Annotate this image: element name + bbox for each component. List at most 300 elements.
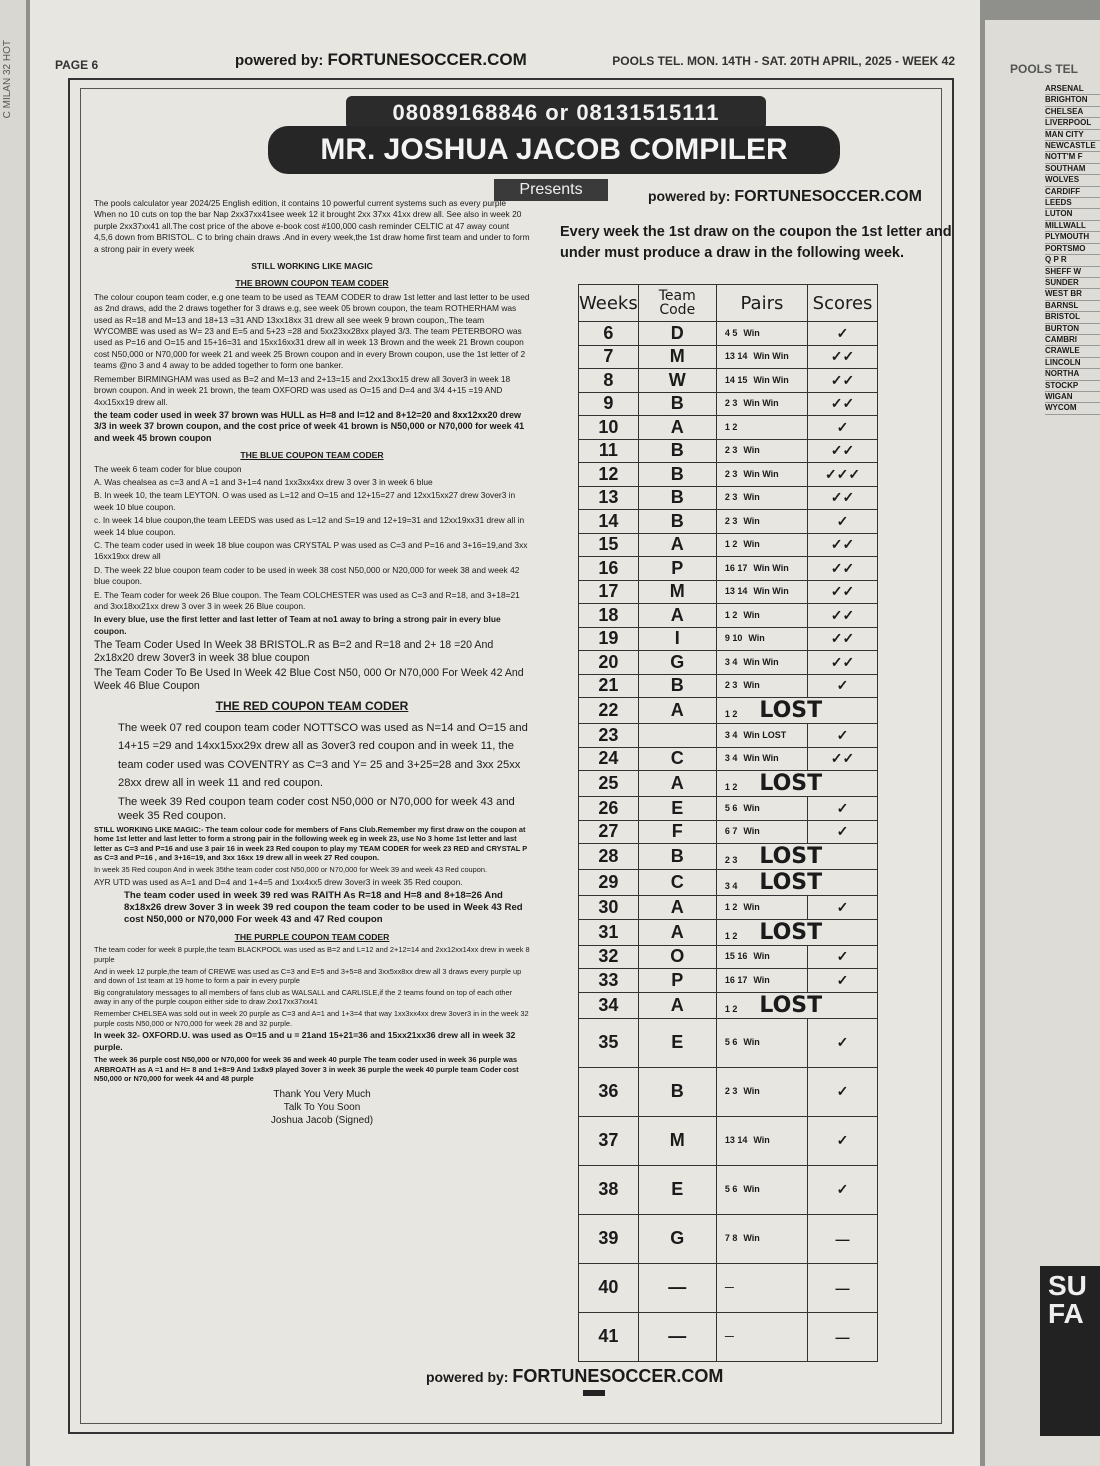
pairs-value: 2 3 [724, 515, 738, 526]
pairs-cell [716, 580, 807, 604]
pairs-value: — [724, 1331, 734, 1341]
signed-line: Joshua Jacob (Signed) [270, 1114, 374, 1126]
table-row [579, 969, 878, 993]
team-code-cell: B [638, 510, 716, 534]
score-cell: ✓ [808, 1018, 878, 1067]
win-status: Win [743, 515, 760, 526]
adjacent-team-item: LUTON [1045, 209, 1100, 220]
table-row [579, 1312, 878, 1361]
blue-paragraph: c. In week 14 blue coupon,the team LEEDS was used as L=12 and S=19 and 12+19=31 and 12xx19xx31 drew all in week 14 blue coupon. [94, 515, 525, 537]
table-header-row [579, 285, 878, 322]
team-code-cell: D [638, 322, 716, 346]
pairs-cell [716, 919, 877, 945]
win-status: Win [743, 492, 760, 503]
powered-prefix: powered by: [426, 1369, 509, 1385]
adjacent-team-item: CARDIFF [1045, 187, 1100, 198]
adjacent-team-item: WYCOM [1045, 403, 1100, 414]
week-cell: 31 [579, 919, 639, 945]
win-status: Win [743, 1086, 760, 1096]
talk-line: Talk To You Soon [283, 1101, 361, 1113]
pairs-value: 1 2 [724, 1003, 738, 1014]
blue-paragraph: A. Was chealsea as c=3 and A =1 and 3+1=4 nand 1xx3xx4xx drew 3 over 3 in week 6 blue [94, 476, 433, 487]
score-cell: ✓ [808, 1067, 878, 1116]
pairs-cell [716, 724, 807, 748]
header-team-code: Team Code [638, 285, 716, 322]
table-row [579, 992, 878, 1018]
pairs-value: 16 17 [724, 974, 748, 985]
pairs-value: — [724, 1282, 734, 1292]
purple-paragraph: The team coder for week 8 purple,the team BLACKPOOL was used as B=2 and L=12 and 2+12=14 and 2xx12xx14xx drew in week 8 purple [94, 945, 530, 964]
table-row [579, 322, 878, 346]
score-cell: ✓ [808, 969, 878, 993]
score-cell: ✓✓ [808, 345, 878, 369]
week-cell: 24 [579, 747, 639, 771]
pairs-value: 15 16 [724, 951, 748, 962]
score-cell: ✓✓ [808, 392, 878, 416]
adjacent-team-item: MILLWALL [1045, 221, 1100, 232]
pairs-value: 3 4 [724, 656, 738, 667]
pairs-value: 2 3 [724, 468, 738, 479]
table-row [579, 919, 878, 945]
pairs-cell [716, 486, 807, 510]
team-code-cell: G [638, 651, 716, 675]
table-row [579, 463, 878, 487]
powered-by-top [235, 50, 527, 70]
purple-paragraph: And in week 12 purple,the team of CREWE was used as C=3 and E=5 and 3+5=8 and 3xx5xx8xx drew all 3 draws every purple up and down of 1st team at 19 home to form a pair in every purple [94, 966, 522, 986]
team-code-cell: M [638, 345, 716, 369]
thanks-line: Thank You Very Much [273, 1088, 371, 1100]
pairs-cell [716, 604, 807, 628]
pairs-cell [716, 1116, 807, 1165]
week-cell: 18 [579, 604, 639, 628]
adjacent-page-strip [0, 0, 26, 1466]
score-cell: — [808, 1312, 878, 1361]
team-code-cell: B [638, 463, 716, 487]
pairs-cell [716, 533, 807, 557]
week-cell: 22 [579, 698, 639, 724]
adjacent-page-header: POOLS TEL [1010, 62, 1079, 76]
adjacent-team-item: PLYMOUTH [1045, 232, 1100, 243]
lost-label: LOST [759, 992, 823, 1018]
adjacent-ad: SU FA [1040, 1266, 1100, 1436]
pairs-value: 16 17 [724, 562, 748, 573]
week-cell: 36 [579, 1067, 639, 1116]
pairs-cell [716, 820, 807, 844]
team-code-cell: A [638, 992, 716, 1018]
adjacent-page-text: C MILAN 32 HOT [2, 40, 13, 119]
table-row [579, 439, 878, 463]
team-code-cell: A [638, 771, 716, 797]
team-code-cell: C [638, 747, 716, 771]
week-cell: 26 [579, 797, 639, 821]
week-cell: 33 [579, 969, 639, 993]
team-code-cell: O [638, 945, 716, 969]
adjacent-team-item: WEST BR [1045, 289, 1100, 300]
score-cell: ✓ [808, 416, 878, 440]
win-status: Win Win [743, 656, 779, 667]
pairs-cell [716, 510, 807, 534]
separator-mark [583, 1390, 605, 1396]
score-cell: ✓ [808, 797, 878, 821]
adjacent-team-item: CHELSEA [1045, 107, 1100, 118]
adjacent-team-item: ARSENAL [1045, 84, 1100, 95]
page-number: PAGE 6 [55, 58, 99, 72]
pairs-value: 6 7 [724, 826, 738, 837]
pairs-cell [716, 627, 807, 651]
week-cell: 35 [579, 1018, 639, 1067]
team-code-cell: P [638, 557, 716, 581]
table-row [579, 533, 878, 557]
win-status: Win Win [753, 351, 789, 362]
week-cell: 8 [579, 369, 639, 393]
team-code-cell: B [638, 1067, 716, 1116]
score-cell: ✓✓ [808, 369, 878, 393]
pairs-cell [716, 747, 807, 771]
blue-paragraph: The Team Coder Used In Week 38 BRISTOL.R as B=2 and R=18 and 2+ 18 =20 And 2x18x20 drew 3over3 in week 38 blue coupon [94, 639, 494, 665]
blue-heading: THE BLUE COUPON TEAM CODER [240, 450, 384, 461]
pairs-value: 3 4 [724, 753, 738, 764]
pairs-cell [716, 1214, 807, 1263]
win-status: Win [748, 633, 765, 644]
adjacent-team-item: SUNDER [1045, 278, 1100, 289]
pairs-cell [716, 651, 807, 675]
purple-paragraph: Big congratulatory messages to all members of fans club as WALSALL and CARLISLE,if the 2 teams found on top of each other away in any of the purple coupon either side to draw 2xx17xx37xx41 [94, 987, 513, 1007]
week-cell: 6 [579, 322, 639, 346]
win-status: Win Win [743, 753, 779, 764]
pairs-cell [716, 1263, 807, 1312]
week-cell: 10 [579, 416, 639, 440]
team-code-cell: P [638, 969, 716, 993]
table-row [579, 1067, 878, 1116]
adjacent-team-item: BURTON [1045, 324, 1100, 335]
pairs-cell [716, 463, 807, 487]
pools-week-line: POOLS TEL. MON. 14TH - SAT. 20TH APRIL, 2025 - WEEK 42 [612, 54, 955, 68]
adjacent-team-item: LEEDS [1045, 198, 1100, 209]
adjacent-team-item: Q P R [1045, 255, 1100, 266]
table-row [579, 1214, 878, 1263]
team-code-cell: I [638, 627, 716, 651]
pairs-value: 2 3 [724, 855, 738, 865]
win-status: Win [753, 951, 770, 962]
pairs-cell [716, 896, 807, 920]
team-code-cell: E [638, 1018, 716, 1067]
win-status: Win [743, 1037, 760, 1047]
win-status: Win [743, 680, 760, 691]
brown-paragraph: Remember BIRMINGHAM was used as B=2 and M=13 and 2+13=15 and 2xx13xx15 drew all 3over3 in week 18 brown coupon. And in week 21 brown, the team OXFORD was used as O=15 and D=4 and 3/4 4+15 =19 AND 4xx15xx19 drew all. [94, 373, 511, 407]
week-cell: 11 [579, 439, 639, 463]
score-cell: ✓✓ [808, 604, 878, 628]
week-cell: 7 [579, 345, 639, 369]
team-code-cell: F [638, 820, 716, 844]
adjacent-team-item: BRIGHTON [1045, 95, 1100, 106]
team-code-cell: M [638, 580, 716, 604]
adjacent-right-page [985, 20, 1100, 1466]
win-status: Win [743, 445, 760, 456]
week-cell: 14 [579, 510, 639, 534]
team-code-cell: A [638, 919, 716, 945]
score-cell: ✓✓ [808, 747, 878, 771]
pairs-cell [716, 674, 807, 698]
week-cell: 40 [579, 1263, 639, 1312]
pairs-cell [716, 1312, 807, 1361]
table-row [579, 724, 878, 748]
lost-label: LOST [759, 870, 823, 895]
lost-label: LOST [759, 771, 823, 796]
pairs-cell [716, 870, 877, 896]
powered-by-bottom [426, 1366, 723, 1387]
week-cell: 27 [579, 820, 639, 844]
site-name: FORTUNESOCCER.COM [512, 1366, 724, 1386]
pairs-value: 1 2 [724, 901, 738, 912]
table-row [579, 627, 878, 651]
score-cell: ✓✓ [808, 651, 878, 675]
week-cell: 30 [579, 896, 639, 920]
score-cell: ✓✓ [808, 557, 878, 581]
team-code-cell: A [638, 698, 716, 724]
table-row [579, 797, 878, 821]
pairs-value: 1 2 [724, 782, 738, 792]
pairs-value: 1 2 [724, 609, 738, 620]
week-cell: 13 [579, 486, 639, 510]
blue-paragraph: The week 6 team coder for blue coupon [94, 463, 242, 474]
pairs-value: 5 6 [724, 1037, 738, 1047]
red-paragraph: The week 39 Red coupon team coder cost N50,000 or N70,000 for week 43 and week 35 Red coupon. [118, 795, 515, 822]
team-code-cell: M [638, 1116, 716, 1165]
pairs-cell [716, 345, 807, 369]
adjacent-team-item: NOTT'M F [1045, 152, 1100, 163]
team-code-cell: A [638, 533, 716, 557]
score-cell: ✓ [808, 674, 878, 698]
week-cell: 15 [579, 533, 639, 557]
week-cell: 38 [579, 1165, 639, 1214]
score-cell: ✓ [808, 1165, 878, 1214]
week-cell: 9 [579, 392, 639, 416]
blue-paragraph: E. The Team coder for week 26 Blue coupon. The Team COLCHESTER was used as C=3 and R=18, and 3+18=21 and 3xx18xx21xx drew 3 over 3 in week 26 Blue coupon. [94, 589, 520, 611]
compiler-title: MR. JOSHUA JACOB COMPILER [268, 126, 840, 174]
weekly-results-table [578, 284, 878, 1362]
team-code-cell: — [638, 1263, 716, 1312]
week-cell: 39 [579, 1214, 639, 1263]
pairs-value: 2 3 [724, 398, 738, 409]
pairs-value: 1 2 [724, 539, 738, 550]
score-cell: ✓✓ [808, 533, 878, 557]
score-cell: ✓ [808, 945, 878, 969]
week-cell: 41 [579, 1312, 639, 1361]
adjacent-team-item: LINCOLN [1045, 358, 1100, 369]
adjacent-team-item: WIGAN [1045, 392, 1100, 403]
powered-prefix: powered by: [648, 188, 731, 204]
score-cell: ✓✓✓ [808, 463, 878, 487]
blue-paragraph: In every blue, use the first letter and last letter of Team at no1 away to bring a strong pair in every blue coupon. [94, 614, 501, 636]
adjacent-team-item: STOCKP [1045, 381, 1100, 392]
team-code-cell: A [638, 416, 716, 440]
header-scores: Scores [808, 285, 878, 322]
adjacent-team-item: BRISTOL [1045, 312, 1100, 323]
pairs-value: 2 3 [724, 445, 738, 456]
adjacent-team-item: MAN CITY [1045, 130, 1100, 141]
signature-block [94, 1088, 530, 1127]
pairs-cell [716, 771, 877, 797]
win-status: Win [743, 327, 760, 338]
team-code-cell: — [638, 1312, 716, 1361]
team-code-cell: B [638, 844, 716, 870]
score-cell: ✓ [808, 820, 878, 844]
powered-by-mid [648, 188, 922, 206]
pairs-value: 3 4 [724, 729, 738, 740]
brown-tagline: STILL WORKING LIKE MAGIC [251, 261, 373, 272]
team-code-cell: E [638, 797, 716, 821]
week-cell: 28 [579, 844, 639, 870]
red-paragraph: STILL WORKING LIKE MAGIC:- The team colour code for members of Fans Club.Remember my first draw on the coupon at home 1st letter and last letter to form a strong pair in the following week eg in week 23, use No 3 home 1st letter and last letter as C=3 and P=16 and use 3 pair 16 in week 23 Red coupon to play my TEAM CODER for week 23 RED and CRYSTAL P as C=3 and P=16 , and 3+16=19, and 3xx 16xx 19 drew all in week 27 Red coupon. [94, 824, 528, 863]
table-row [579, 557, 878, 581]
win-status: Win Win [753, 374, 789, 385]
blue-paragraph: B. In week 10, the team LEYTON. O was used as L=12 and O=15 and 12+15=27 and 12xx15xx27 drew 3over3 in week 10 blue coupon. [94, 490, 516, 512]
purple-paragraph: The week 36 purple cost N50,000 or N70,000 for week 36 and week 40 purple The team coder used in week 36 purple was ARBROATH as A =1 and H= 8 and 1+8=9 And 1x8x9 played 3over 3 in week 36 purple the week 40 purple team Coder cost N50,000 or N70,000 for week 44 and 48 purple [94, 1054, 519, 1084]
win-status: Win LOST [743, 729, 787, 740]
adjacent-team-item: LIVERPOOL [1045, 118, 1100, 129]
table-row [579, 416, 878, 440]
adjacent-team-item: BARNSL [1045, 301, 1100, 312]
pairs-cell [716, 698, 877, 724]
pairs-value: 13 14 [724, 1135, 748, 1145]
page-header [55, 50, 955, 72]
adjacent-team-list [1045, 84, 1100, 415]
team-code-cell: B [638, 392, 716, 416]
score-cell: ✓✓ [808, 580, 878, 604]
pairs-value: 13 14 [724, 351, 748, 362]
win-status: Win [743, 802, 760, 813]
blue-paragraph: The Team Coder To Be Used In Week 42 Blue Cost N50, 000 Or N70,000 For Week 42 And Week 46 Blue Coupon [94, 667, 524, 693]
team-code-cell: E [638, 1165, 716, 1214]
week-cell: 16 [579, 557, 639, 581]
team-code-cell: B [638, 486, 716, 510]
team-code-cell: B [638, 674, 716, 698]
table-row [579, 651, 878, 675]
pairs-cell [716, 392, 807, 416]
adjacent-team-item: PORTSMO [1045, 244, 1100, 255]
pairs-value: 5 6 [724, 1184, 738, 1194]
pairs-cell [716, 969, 807, 993]
win-status: Win Win [753, 586, 789, 597]
win-status: Win [753, 1135, 770, 1145]
intro-paragraph: The pools calculator year 2024/25 English edition, it contains 10 powerful current systems such as every purple When no 10 cuts on top the bar Nap 2xx37xx41see week 12 it brought 2xx 37xx 41xx drew all. See also in week 20 purple 2xx37xx41 all.The cost price of the above e-book cost #100,000 cash reminder CELTIC at 47 away count 4,5,6 down from BRISTOL. C to bring chain draws .And in every week,the 1st draw home first team and under to form a strong pair in every week [94, 198, 530, 254]
win-status: Win Win [753, 562, 789, 573]
table-row [579, 604, 878, 628]
score-cell: ✓ [808, 896, 878, 920]
week-cell: 21 [579, 674, 639, 698]
pairs-cell [716, 369, 807, 393]
lost-label: LOST [759, 919, 823, 945]
week-cell: 20 [579, 651, 639, 675]
red-paragraph: AYR UTD was used as A=1 and D=4 and 1+4=5 and 1xx4xx5 drew 3over3 in week 35 Red coupon. [94, 876, 463, 887]
score-cell: — [808, 1214, 878, 1263]
table-row [579, 844, 878, 870]
score-cell: — [808, 1263, 878, 1312]
pairs-cell [716, 797, 807, 821]
pairs-value: 2 3 [724, 1086, 738, 1096]
table-row [579, 698, 878, 724]
brown-paragraph: The colour coupon team coder, e.g one team to be used as TEAM CODER to draw 1st letter and last letter to be used as 2nd draws, add the 2 draws together for 3 draws e.g, see week 05 brown coupon, the team ROTHERHAM was used as R=18 and M=13 and 18+13 =31 AND 13xx18xx 31 drew all see week 9 brown coupon,.The team WYCOMBE was used as W= 23 and E=5 and 5+23 =28 and 5xx23xx28xx played 3/3. The team PETERBORO was used as P=16 and O=15 and 15+16=31 and 15xx16xx31 drew all in week 13 Brown and the week 21 Brown coupon cost N50,000 or N70,000 for week 21 and week 25 Brown coupon and in every Brown coupon, use the 1st letter of 2 teams @no 3 and 4 away to be added together to form one banker. [94, 291, 530, 371]
pairs-value: 2 3 [724, 680, 738, 691]
pairs-cell [716, 557, 807, 581]
score-cell: ✓ [808, 510, 878, 534]
table-row [579, 580, 878, 604]
pairs-value: 5 6 [724, 802, 738, 813]
adjacent-team-item: SHEFF W [1045, 267, 1100, 278]
week-cell: 32 [579, 945, 639, 969]
table-row [579, 369, 878, 393]
pairs-value: 9 10 [724, 633, 743, 644]
win-status: Win [743, 1184, 760, 1194]
week-cell: 25 [579, 771, 639, 797]
pairs-cell [716, 1018, 807, 1067]
purple-heading: THE PURPLE COUPON TEAM CODER [234, 932, 390, 942]
win-status: Win [753, 974, 770, 985]
lost-label: LOST [759, 698, 823, 723]
table-row [579, 1116, 878, 1165]
week-cell: 17 [579, 580, 639, 604]
team-code-cell: A [638, 604, 716, 628]
score-cell: ✓✓ [808, 627, 878, 651]
win-status: Win Win [743, 398, 779, 409]
table-row [579, 747, 878, 771]
win-status: Win [743, 539, 760, 550]
pairs-value: 3 4 [724, 881, 738, 891]
week-cell: 19 [579, 627, 639, 651]
table-row [579, 674, 878, 698]
table-row [579, 1165, 878, 1214]
win-status: Win [743, 901, 760, 912]
powered-prefix: powered by: [235, 52, 324, 69]
red-paragraph: The team coder used in week 39 red was RAITH As R=18 and H=8 and 8+18=26 And 8x18x26 drew 3over 3 in week 39 red coupon the team coder to be used in Week 43 Red cost N50,000 or N70,000 For week 43 and 47 Red coupon [124, 890, 523, 925]
team-code-cell: B [638, 439, 716, 463]
red-paragraph: In week 35 Red coupon And in week 35the team coder cost N50,000 or N70,000 for Week 39 and week 43 Red coupon. [94, 865, 488, 874]
team-code-cell: G [638, 1214, 716, 1263]
purple-paragraph: In week 32- OXFORD.U. was used as O=15 and u = 21and 15+21=36 and 15xx21xx36 drew all in week 32 purple. [94, 1030, 516, 1052]
phone-banner: 08089168846 or 08131515111 [346, 96, 766, 130]
draw-rule-text: Every week the 1st draw on the coupon the 1st letter and under must produce a draw in the following week. [560, 224, 952, 261]
table-row [579, 945, 878, 969]
table-row [579, 1018, 878, 1067]
red-heading: THE RED COUPON TEAM CODER [215, 699, 409, 714]
pairs-cell [716, 992, 877, 1018]
blue-paragraph: C. The team coder used in week 18 blue coupon was CRYSTAL P was used as C=3 and P=16 and 3+16=19,and 3xx 16xx19xx drew all [94, 539, 528, 562]
table-row [579, 392, 878, 416]
table-row [579, 771, 878, 797]
win-status: Win Win [743, 468, 779, 479]
table-row [579, 1263, 878, 1312]
win-status: Win [743, 1233, 760, 1243]
win-status: Win [743, 609, 760, 620]
header-pairs: Pairs [716, 285, 807, 322]
red-paragraph: The week 07 red coupon team coder NOTTSCO was used as N=14 and O=15 and 14+15 =29 and 14xx15xx29x drew all as 3over3 red coupon and in week 11, the team coder used was COVENTRY as C=3 and Y= 25 and 3+25=28 and 3xx 25xx 28xx drew all in week 11 and red coupon. [118, 721, 528, 790]
table-row [579, 820, 878, 844]
pairs-cell [716, 945, 807, 969]
blue-paragraph: D. The week 22 blue coupon team coder to be used in week 38 cost N50,000 or N20,000 for week 38 and week 42 blue coupon. [94, 564, 520, 587]
pairs-value: 1 2 [724, 930, 738, 941]
purple-paragraph: Remember CHELSEA was sold out in week 20 purple as C=3 and A=1 and 1+3=4 that way 1xx3xx4xx drew 3over3 in in the week 32 purple costs N50,000 or N70,000 for week 28 and 32 purple. [94, 1008, 529, 1028]
header-weeks: Weeks [579, 285, 639, 322]
table-row [579, 486, 878, 510]
table-row [579, 870, 878, 896]
table-row [579, 896, 878, 920]
lost-label: LOST [759, 844, 823, 869]
pairs-cell [716, 439, 807, 463]
week-cell: 29 [579, 870, 639, 896]
score-cell: ✓ [808, 1116, 878, 1165]
pairs-cell [716, 1165, 807, 1214]
brown-paragraph: the team coder used in week 37 brown was HULL as H=8 and l=12 and 8+12=20 and 8xx12xx20 drew 3/3 in week 37 brown coupon, and the cost price of week 41 brown is N50,000 or N70,000 for week 41 and week 45 brown coupon [94, 409, 525, 443]
